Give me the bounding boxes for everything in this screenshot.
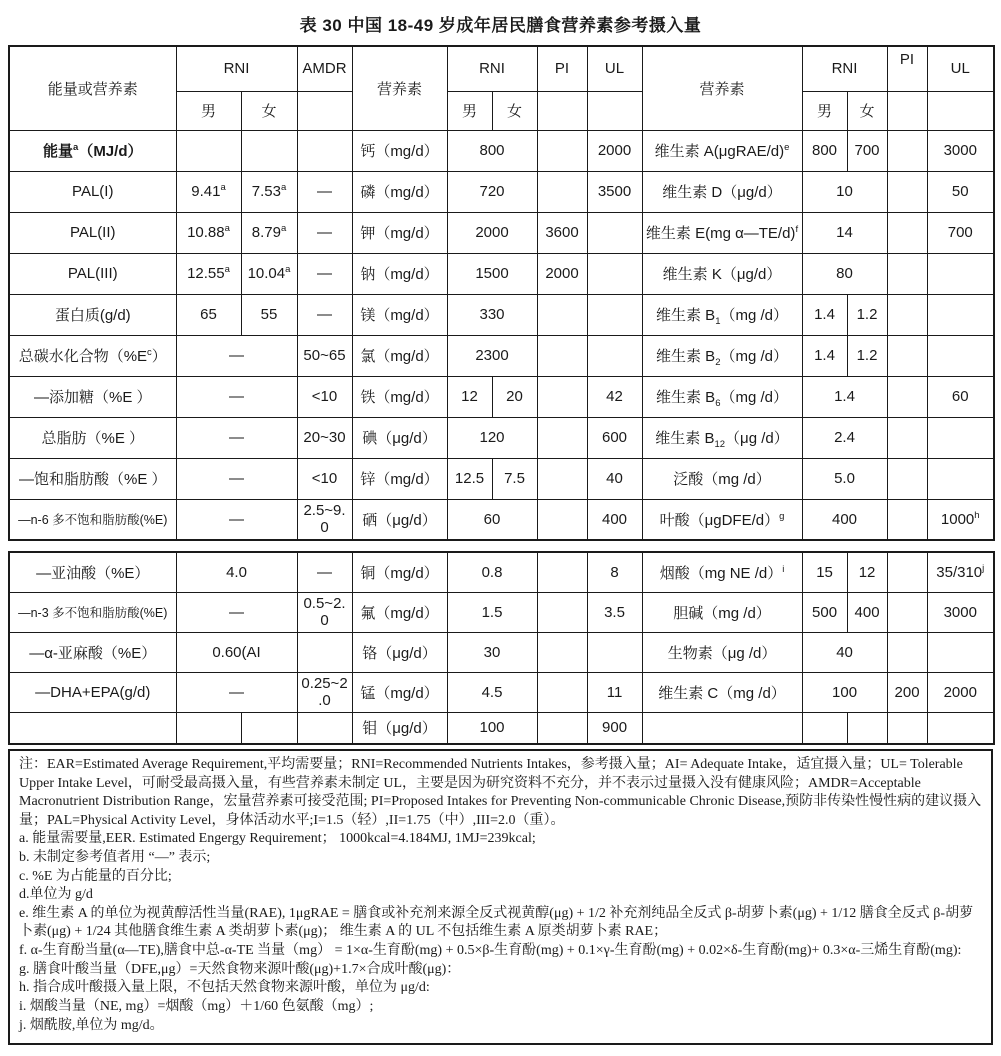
table-cell: 硒（μg/d） [352, 499, 447, 540]
table-cell [887, 294, 927, 335]
table-cell: 4.5 [447, 672, 537, 712]
table-cell [927, 294, 994, 335]
table-cell: 叶酸（μgDFE/d）$^g$ [642, 499, 802, 540]
table-cell: 8.79$^a$ [241, 212, 297, 253]
table-cell: 维生素 A(μgRAE/d)$^e$ [642, 130, 802, 171]
header-female: 女 [241, 91, 297, 130]
table-cell: 3500 [587, 171, 642, 212]
table-cell: 60 [927, 376, 994, 417]
table-cell: —添加糖（%E ） [9, 376, 176, 417]
table-cell: PAL(I) [9, 171, 176, 212]
table-cell [176, 712, 241, 744]
header-empty-cell [537, 91, 587, 130]
table-cell [887, 253, 927, 294]
table-row [9, 712, 994, 744]
table-cell: — [176, 672, 297, 712]
table-cell [887, 376, 927, 417]
table-row [9, 552, 994, 592]
table-cell: —饱和脂肪酸（%E ） [9, 458, 176, 499]
table-cell: 磷（mg/d） [352, 171, 447, 212]
table-cell [587, 335, 642, 376]
table-cell: 钙（mg/d） [352, 130, 447, 171]
table-cell: 铬（μg/d） [352, 632, 447, 672]
table-cell: 500 [802, 592, 847, 632]
table-cell: 35/310$^j$ [927, 552, 994, 592]
table-cell [241, 712, 297, 744]
table-cell: 12.5 [447, 458, 492, 499]
table-cell: 维生素 K（μg/d） [642, 253, 802, 294]
table-cell [642, 712, 802, 744]
table-cell: 50~65 [297, 335, 352, 376]
table-row [9, 212, 994, 253]
notes-box [8, 749, 993, 1045]
table-cell: 铁（mg/d） [352, 376, 447, 417]
table-row [9, 592, 994, 632]
table-cell [176, 130, 241, 171]
table-cell: — [297, 552, 352, 592]
table-cell: 600 [587, 417, 642, 458]
table-cell: 7.53$^a$ [241, 171, 297, 212]
table-cell [887, 417, 927, 458]
table-cell: 氯（mg/d） [352, 335, 447, 376]
table-cell: 12 [847, 552, 887, 592]
table-cell: 900 [587, 712, 642, 744]
table-cell: 1500 [447, 253, 537, 294]
table-cell: 0.60(AI [176, 632, 297, 672]
header-male: 男 [802, 91, 847, 130]
header-rni: RNI [176, 46, 297, 91]
table-cell [887, 458, 927, 499]
table-row [9, 335, 994, 376]
table-cell: 4.0 [176, 552, 297, 592]
header-empty-cell [587, 91, 642, 130]
header-pi: PI [887, 46, 927, 91]
table-cell: 100 [447, 712, 537, 744]
table-cell: 12 [447, 376, 492, 417]
note-footnote-line: f. α-生育酚当量(α—TE),膳食中总-α-TE 当量（mg） = 1×α-生育酚(mg) + 0.5×β-生育酚(mg) + 0.1×γ-生育酚(mg) + 0.02×δ-生育酚(mg)+ 0.3×α-三烯生育酚(mg): [19, 943, 962, 959]
table-cell: — [297, 212, 352, 253]
table-cell: 2000 [927, 672, 994, 712]
table-cell: 蛋白质(g/d) [9, 294, 176, 335]
table-cell [537, 130, 587, 171]
table-cell: <10 [297, 458, 352, 499]
table-row [9, 130, 994, 171]
table-cell: 800 [802, 130, 847, 171]
table-row [9, 376, 994, 417]
table-cell: 2300 [447, 335, 537, 376]
header-ul: UL [927, 46, 994, 91]
table-cell: 维生素 $B_6(mg$ /d） [642, 376, 802, 417]
table-cell: <10 [297, 376, 352, 417]
upper-dri-table [8, 45, 995, 541]
table-cell: —DHA+EPA(g/d) [9, 672, 176, 712]
table-cell: — [297, 171, 352, 212]
table-cell: 钾（mg/d） [352, 212, 447, 253]
header-empty-cell [297, 91, 352, 130]
table-cell [537, 171, 587, 212]
table-cell: 1000$^h$ [927, 499, 994, 540]
table-cell: — [176, 458, 297, 499]
table-cell [587, 253, 642, 294]
table-cell [537, 632, 587, 672]
table-cell: 400 [847, 592, 887, 632]
table-cell [297, 130, 352, 171]
table-cell [887, 552, 927, 592]
table-cell [587, 294, 642, 335]
table-cell: 钼（μg/d） [352, 712, 447, 744]
note-footnote-line: h. 指合成叶酸摄入量上限，不包括天然食物来源叶酸，单位为 μg/d: [19, 980, 430, 996]
table-cell: 200 [887, 672, 927, 712]
table-cell: 总碳水化合物$(\%E^c)$ [9, 335, 176, 376]
table-cell: 700 [927, 212, 994, 253]
table-cell: 2000 [587, 130, 642, 171]
header-male: 男 [176, 91, 241, 130]
table-cell: 11 [587, 672, 642, 712]
header-female: 女 [847, 91, 887, 130]
table-cell [887, 335, 927, 376]
table-cell [537, 592, 587, 632]
table-cell: 65 [176, 294, 241, 335]
table-cell [537, 458, 587, 499]
header-amdr: AMDR [297, 46, 352, 91]
table-cell: 400 [802, 499, 887, 540]
table-cell [887, 712, 927, 744]
table-cell [537, 376, 587, 417]
table-cell: 15 [802, 552, 847, 592]
note-footnote-line: d.单位为 g/d [19, 887, 93, 903]
table-cell: — [176, 499, 297, 540]
table-cell [587, 632, 642, 672]
table-cell: 42 [587, 376, 642, 417]
header-male: 男 [447, 91, 492, 130]
note-legend-line: 注：EAR=Estimated Average Requirement,平均需要量；RNI=Recommended Nutrients Intakes，参考摄入量；AI= Adequate Intake，适宜摄入量；UL= Tolerable Upper Intake Level，可耐受最高摄入量，有些营养素未制定 UL，主要是因为研究资料不充分，并不表示过量摄入没有健康风险；AMDR=Acceptable Macronutrient Distribution Range，宏量营养素可接受范围; PI=Proposed Intakes for Preventing Non-communicable Chronic Disease,预防非传染性慢性病的建议摄入量；PAL=Physical Activity Level，身体活动水平;I=1.5（轻）,II=1.75（中）,III=2.0（重）。 [19, 757, 982, 828]
header-pi: PI [537, 46, 587, 91]
table-title: 表 30 中国 18-49 岁成年居民膳食营养素参考摄入量 [299, 16, 702, 35]
table-cell: 0.8 [447, 552, 537, 592]
table-cell: 3000 [927, 130, 994, 171]
note-footnote-line: c. %E 为占能量的百分比; [19, 868, 172, 884]
table-cell: PAL(II) [9, 212, 176, 253]
table-cell: 60 [447, 499, 537, 540]
table-cell [927, 712, 994, 744]
table-cell [927, 632, 994, 672]
table-cell: 镁（mg/d） [352, 294, 447, 335]
table-cell: 2000 [537, 253, 587, 294]
table-cell: 14 [802, 212, 887, 253]
table-cell: 氟（mg/d） [352, 592, 447, 632]
table-row [9, 253, 994, 294]
table-cell [537, 294, 587, 335]
table-cell: 20 [492, 376, 537, 417]
table-cell: 碘（μg/d） [352, 417, 447, 458]
table-cell: 30 [447, 632, 537, 672]
table-row [9, 632, 994, 672]
table-cell: 7.5 [492, 458, 537, 499]
note-footnote-line: e. 维生素 A 的单位为视黄醇活性当量(RAE), 1μgRAE = 膳食或补充剂来源全反式视黄醇(μg) + 1/2 补充剂纯品全反式 β-胡萝卜素(μg) + 1/12 膳食全反式 β-胡萝卜素(μg) + 1/24 其他膳食维生素 A 类胡萝卜素(μg)； 维生素 A 的 UL 不包括维生素 A 原类胡萝卜素 RAE； [19, 905, 974, 940]
table-cell [887, 592, 927, 632]
table-cell: —n-3 多不饱和脂肪酸(%E) [9, 592, 176, 632]
table-cell [927, 335, 994, 376]
table-cell: 1.4 [802, 294, 847, 335]
table-cell: 3.5 [587, 592, 642, 632]
table-cell: 2.4 [802, 417, 887, 458]
header-empty-cell [887, 91, 927, 130]
table-cell: 铜（mg/d） [352, 552, 447, 592]
table-cell: 1.2 [847, 335, 887, 376]
table-cell [537, 672, 587, 712]
table-cell: —亚油酸（%E） [9, 552, 176, 592]
table-cell [537, 712, 587, 744]
note-footnote-line: a. 能量需要量,EER. Estimated Engergy Requirement； 1000kcal=4.184MJ, 1MJ=239kcal; [19, 831, 536, 847]
table-cell: 2000 [447, 212, 537, 253]
table-cell [802, 712, 847, 744]
table-cell: 700 [847, 130, 887, 171]
header-energy-or-nutrient: 能量或营养素 [9, 46, 176, 130]
table-cell: 12.55$^a$ [176, 253, 241, 294]
table-cell: 锌（mg/d） [352, 458, 447, 499]
table-cell [887, 171, 927, 212]
table-cell: — [176, 592, 297, 632]
table-cell [297, 712, 352, 744]
table-cell: 生物素（μg /d） [642, 632, 802, 672]
header-empty-cell [927, 91, 994, 130]
table-cell [887, 130, 927, 171]
table-cell: 330 [447, 294, 537, 335]
table-cell: 800 [447, 130, 537, 171]
header-ul: UL [587, 46, 642, 91]
table-cell: 120 [447, 417, 537, 458]
table-cell: 3000 [927, 592, 994, 632]
table-row [9, 458, 994, 499]
lower-dri-table [8, 551, 995, 745]
table-cell: 0.5~2.0 [297, 592, 352, 632]
header-nutrient: 营养素 [352, 46, 447, 130]
table-cell [887, 212, 927, 253]
table-cell: 720 [447, 171, 537, 212]
table-cell: 胆碱（mg /d） [642, 592, 802, 632]
table-cell [241, 130, 297, 171]
header-rni: RNI [447, 46, 537, 91]
table-cell: 5.0 [802, 458, 887, 499]
table-cell: 1.4 [802, 335, 847, 376]
table-cell [537, 552, 587, 592]
table-row [9, 499, 994, 540]
table-cell: 1.2 [847, 294, 887, 335]
table-cell [587, 212, 642, 253]
table-row [9, 171, 994, 212]
table-cell: — [297, 253, 352, 294]
table-cell: 10.88$^a$ [176, 212, 241, 253]
table-cell: — [176, 335, 297, 376]
table-cell: — [176, 376, 297, 417]
table-cell [887, 632, 927, 672]
table-cell [847, 712, 887, 744]
header-nutrient: 营养素 [642, 46, 802, 130]
table-cell [9, 712, 176, 744]
table-cell: —α-亚麻酸（%E） [9, 632, 176, 672]
table-row [9, 672, 994, 712]
table-cell: 10 [802, 171, 887, 212]
table-cell: 55 [241, 294, 297, 335]
table-cell: 1.4 [802, 376, 887, 417]
table-cell: 9.41$^a$ [176, 171, 241, 212]
table-cell: 维生素 $B_{12}(\mu g$ /d） [642, 417, 802, 458]
table-cell [537, 499, 587, 540]
table-cell: —n-6 多不饱和脂肪酸(%E) [9, 499, 176, 540]
table-row [9, 417, 994, 458]
table-cell: 100 [802, 672, 887, 712]
table-cell [537, 417, 587, 458]
table-cell: 2.5~9.0 [297, 499, 352, 540]
table-cell: — [297, 294, 352, 335]
table-cell: PAL(III) [9, 253, 176, 294]
table-cell: 400 [587, 499, 642, 540]
table-cell [537, 335, 587, 376]
table-cell: 10.04$^a$ [241, 253, 297, 294]
table-cell: 1.5 [447, 592, 537, 632]
table-cell: 40 [802, 632, 887, 672]
table-cell: 50 [927, 171, 994, 212]
table-cell: 20~30 [297, 417, 352, 458]
table-cell: 能量$^a$（MJ/d） [9, 130, 176, 171]
table-cell: 锰（mg/d） [352, 672, 447, 712]
table-cell [887, 499, 927, 540]
table-cell [927, 417, 994, 458]
header-rni: RNI [802, 46, 887, 91]
table-cell: 40 [587, 458, 642, 499]
table-cell: 维生素 E(mg α—TE/d)$^f$ [642, 212, 802, 253]
table-cell: 总脂肪（%E ） [9, 417, 176, 458]
table-cell: 80 [802, 253, 887, 294]
table-cell: 8 [587, 552, 642, 592]
table-cell: 泛酸（mg /d） [642, 458, 802, 499]
note-footnote-line: g. 膳食叶酸当量（DFE,μg）=天然食物来源叶酸(μg)+1.7×合成叶酸(μg)： [19, 961, 461, 977]
note-footnote-line: b. 未制定参考值者用 “—” 表示; [19, 850, 211, 866]
header-female: 女 [492, 91, 537, 130]
table-cell: 维生素 $B_2(mg$ /d） [642, 335, 802, 376]
table-cell: 3600 [537, 212, 587, 253]
table-row [9, 294, 994, 335]
table-cell: 维生素 D（μg/d） [642, 171, 802, 212]
table-cell: 维生素 C（mg /d） [642, 672, 802, 712]
note-footnote-line: i. 烟酸当量（NE, mg）=烟酸（mg）＋1/60 色氨酸（mg）; [19, 998, 374, 1014]
table-cell: — [176, 417, 297, 458]
table-cell: 烟酸（mg NE /d）$^i$ [642, 552, 802, 592]
table-cell [927, 458, 994, 499]
table-cell: 维生素 $B_1(mg$ /d） [642, 294, 802, 335]
table-cell: 0.25~2.0 [297, 672, 352, 712]
table-cell [927, 253, 994, 294]
table-cell [297, 632, 352, 672]
note-footnote-line: j. 烟酰胺,单位为 mg/d。 [19, 1017, 164, 1033]
table-cell: 钠（mg/d） [352, 253, 447, 294]
